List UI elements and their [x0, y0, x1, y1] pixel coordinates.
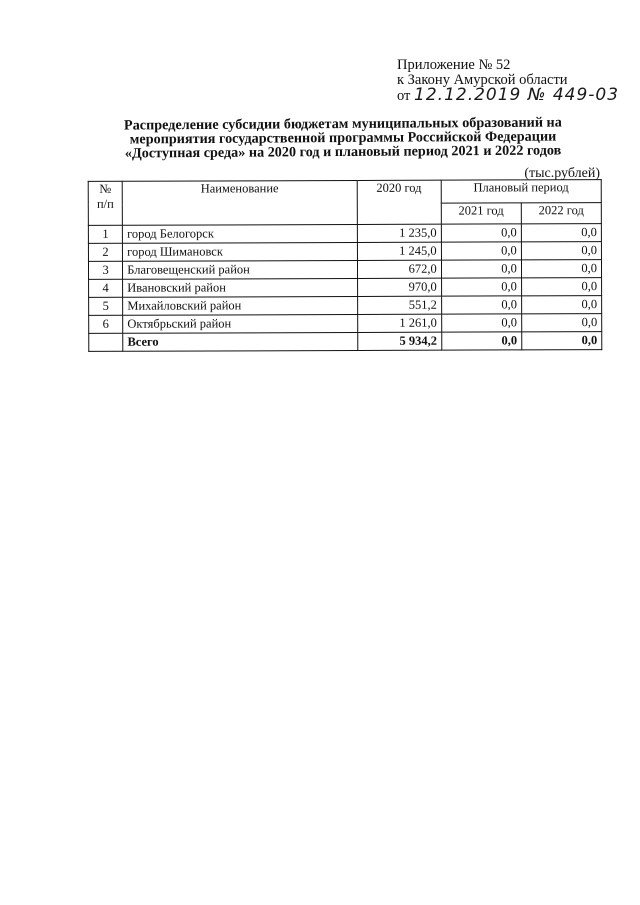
header-name: Наименование: [122, 180, 357, 225]
appendix-law-reference: к Закону Амурской области: [397, 72, 568, 88]
row-num: 1: [88, 225, 122, 243]
row-2022: 0,0: [522, 314, 602, 332]
appendix-number: Приложение № 52: [397, 57, 511, 73]
row-2020: 1 261,0: [357, 314, 441, 332]
row-num: 3: [88, 261, 122, 279]
row-2022: 0,0: [521, 260, 601, 278]
table-row: [89, 296, 602, 316]
row-2020: 551,2: [357, 296, 441, 314]
row-2022: 0,0: [521, 242, 601, 260]
row-2021: 0,0: [441, 242, 521, 260]
row-name: город Шимановск: [123, 242, 358, 261]
header-2022: 2022 год: [521, 203, 601, 224]
subsidy-table: [88, 179, 603, 352]
table-row: [88, 242, 601, 262]
row-num: 6: [89, 315, 123, 333]
row-num: 2: [88, 243, 122, 261]
row-name: Михайловский район: [123, 296, 358, 315]
total-2020: 5 934,2: [357, 332, 441, 350]
row-name: Октябрьский район: [123, 314, 358, 333]
title-line-1: Распределение субсидии бюджетам муниципальных образований на: [123, 114, 562, 134]
header-2021: 2021 год: [441, 203, 521, 224]
total-label: Всего: [123, 332, 358, 351]
table-row: [88, 260, 601, 280]
row-num: 5: [89, 297, 123, 315]
total-num-cell: [89, 333, 123, 351]
row-2021: 0,0: [441, 278, 521, 296]
title-line-3: «Доступная среда» на 2020 год и плановый период 2021 и 2022 годов: [124, 142, 562, 162]
total-row: [89, 332, 602, 352]
units-label: (тыс.рублей): [524, 166, 600, 181]
header-num: № п/п: [88, 181, 122, 225]
row-2021: 0,0: [441, 314, 521, 332]
appendix-date-prefix: от: [397, 88, 411, 104]
row-2020: 1 245,0: [357, 242, 441, 260]
row-num: 4: [89, 279, 123, 297]
appendix-header: [397, 58, 632, 104]
row-2021: 0,0: [441, 224, 521, 242]
document-title: [100, 115, 586, 160]
row-2020: 1 235,0: [357, 224, 441, 242]
table-row: [89, 314, 602, 334]
appendix-date-line: [397, 85, 632, 105]
row-2020: 970,0: [357, 278, 441, 296]
total-2021: 0,0: [441, 332, 521, 350]
row-2022: 0,0: [521, 296, 601, 314]
header-planned-period: Плановый период: [441, 180, 601, 204]
row-2020: 672,0: [357, 260, 441, 278]
row-2021: 0,0: [441, 296, 521, 314]
row-name: город Белогорск: [123, 224, 358, 243]
row-2022: 0,0: [521, 278, 601, 296]
row-name: Ивановский район: [123, 278, 358, 297]
total-2022: 0,0: [522, 332, 602, 350]
title-line-2: мероприятия государственной программы Российской Федерации: [129, 128, 557, 148]
header-2020: 2020 год: [357, 180, 441, 224]
handwritten-date-number: 12.12.2019 № 449-03: [414, 85, 620, 105]
table-row: [89, 278, 602, 298]
row-2021: 0,0: [441, 260, 521, 278]
row-2022: 0,0: [521, 224, 601, 242]
row-name: Благовещенский район: [123, 260, 358, 279]
table-row: [88, 224, 601, 244]
